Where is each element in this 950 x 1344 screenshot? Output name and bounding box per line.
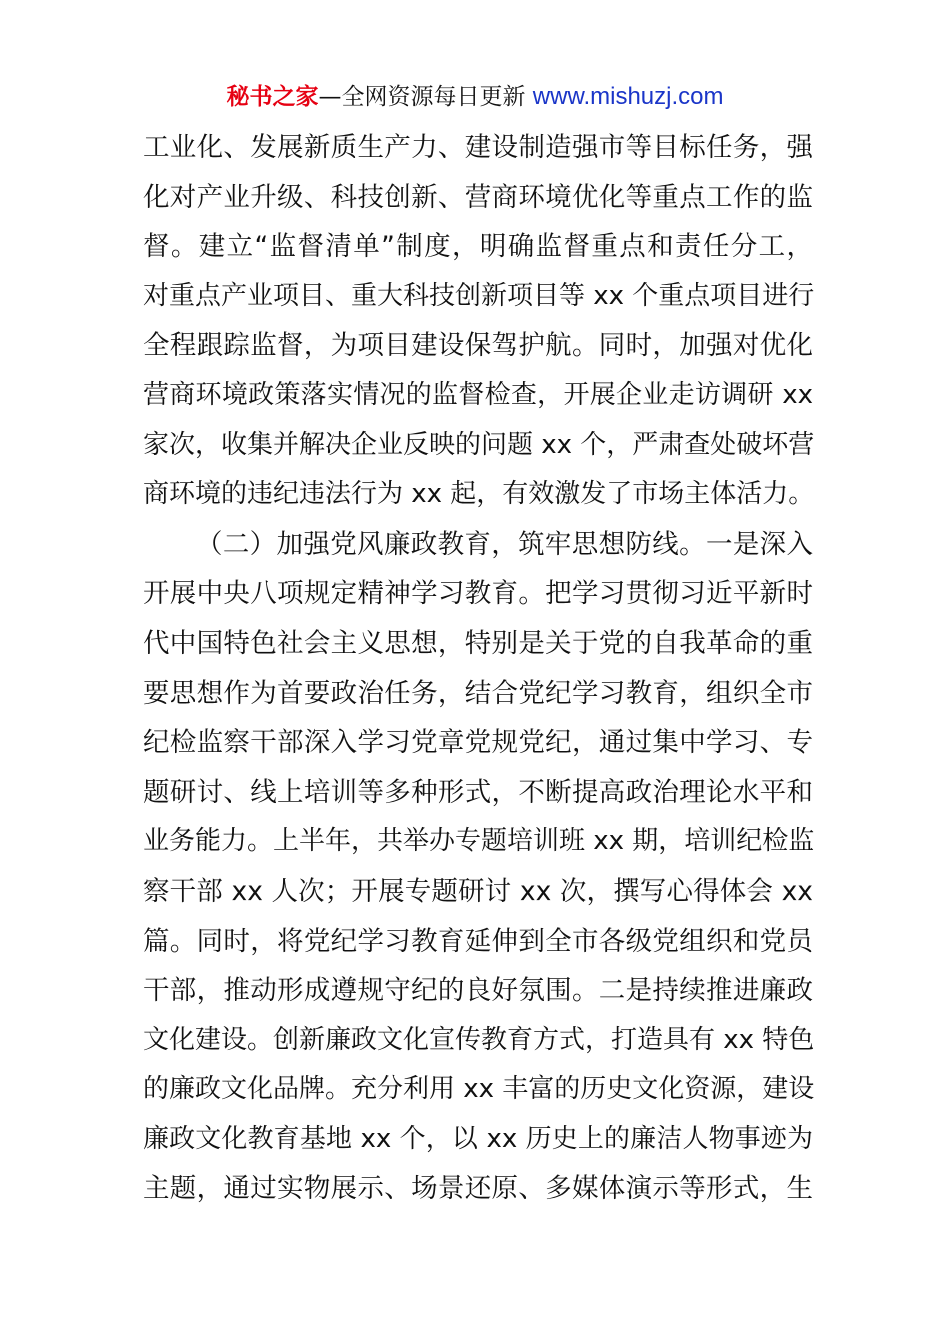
header-tagline: —全网资源每日更新 (318, 84, 526, 110)
text-line: 篇。同时，将党纪学习教育延伸到全市各级党组织和党员 (143, 925, 813, 957)
text-line: 代中国特色社会主义思想，特别是关于党的自我革命的重 (143, 627, 813, 659)
text-line: 对重点产业项目、重大科技创新项目等 xx 个重点项目进行 (143, 280, 815, 311)
text-line: 业务能力。上半年，共举办专题培训班 xx 期，培训纪检监 (143, 826, 815, 857)
text-line: 廉政文化教育基地 xx 个，以 xx 历史上的廉洁人物事迹为 (143, 1123, 813, 1154)
text-line: 的廉政文化品牌。充分利用 xx 丰富的历史文化资源，建设 (143, 1074, 815, 1105)
text-line: 要思想作为首要政治任务，结合党纪学习教育，组织全市 (143, 677, 813, 709)
text-line: 工业化、发展新质生产力、建设制造强市等目标任务，强 (143, 132, 813, 163)
document-body (143, 123, 813, 1214)
section-heading-line: （二）加强党风廉政教育，筑牢思想防线。一是深入 (196, 528, 813, 560)
brand-name: 秘书之家 (226, 84, 319, 110)
text-line: 全程跟踪监督，为项目建设保驾护航。同时，加强对优化 (143, 330, 813, 362)
text-line: 督。建立“监督清单”制度，明确监督重点和责任分工， (143, 231, 813, 263)
text-line: 干部，推动形成遵规守纪的良好氛围。二是持续推进廉政 (143, 975, 813, 1007)
text-line: 文化建设。创新廉政文化宣传教育方式，打造具有 xx 特色 (143, 1024, 815, 1055)
paragraph-end-line: 商环境的违纪违法行为 xx 起，有效激发了市场主体活力。 (143, 479, 815, 510)
text-line: 家次，收集并解决企业反映的问题 xx 个，严肃查处破坏营 (143, 429, 815, 460)
text-line: 主题，通过实物展示、场景还原、多媒体演示等形式，生 (143, 1173, 813, 1205)
page-header (0, 80, 950, 114)
site-url: www.mishuzj.com (532, 83, 724, 110)
text-line: 察干部 xx 人次；开展专题研讨 xx 次，撰写心得体会 xx (143, 875, 813, 907)
text-line: 题研讨、线上培训等多种形式，不断提高政治理论水平和 (143, 776, 813, 808)
text-line: 营商环境政策落实情况的监督检查，开展企业走访调研 xx (143, 379, 813, 410)
text-line: 化对产业升级、科技创新、营商环境优化等重点工作的监 (143, 181, 813, 213)
text-line: 纪检监察干部深入学习党章党规党纪，通过集中学习、专 (143, 727, 813, 759)
text-line: 开展中央八项规定精神学习教育。把学习贯彻习近平新时 (143, 578, 813, 610)
